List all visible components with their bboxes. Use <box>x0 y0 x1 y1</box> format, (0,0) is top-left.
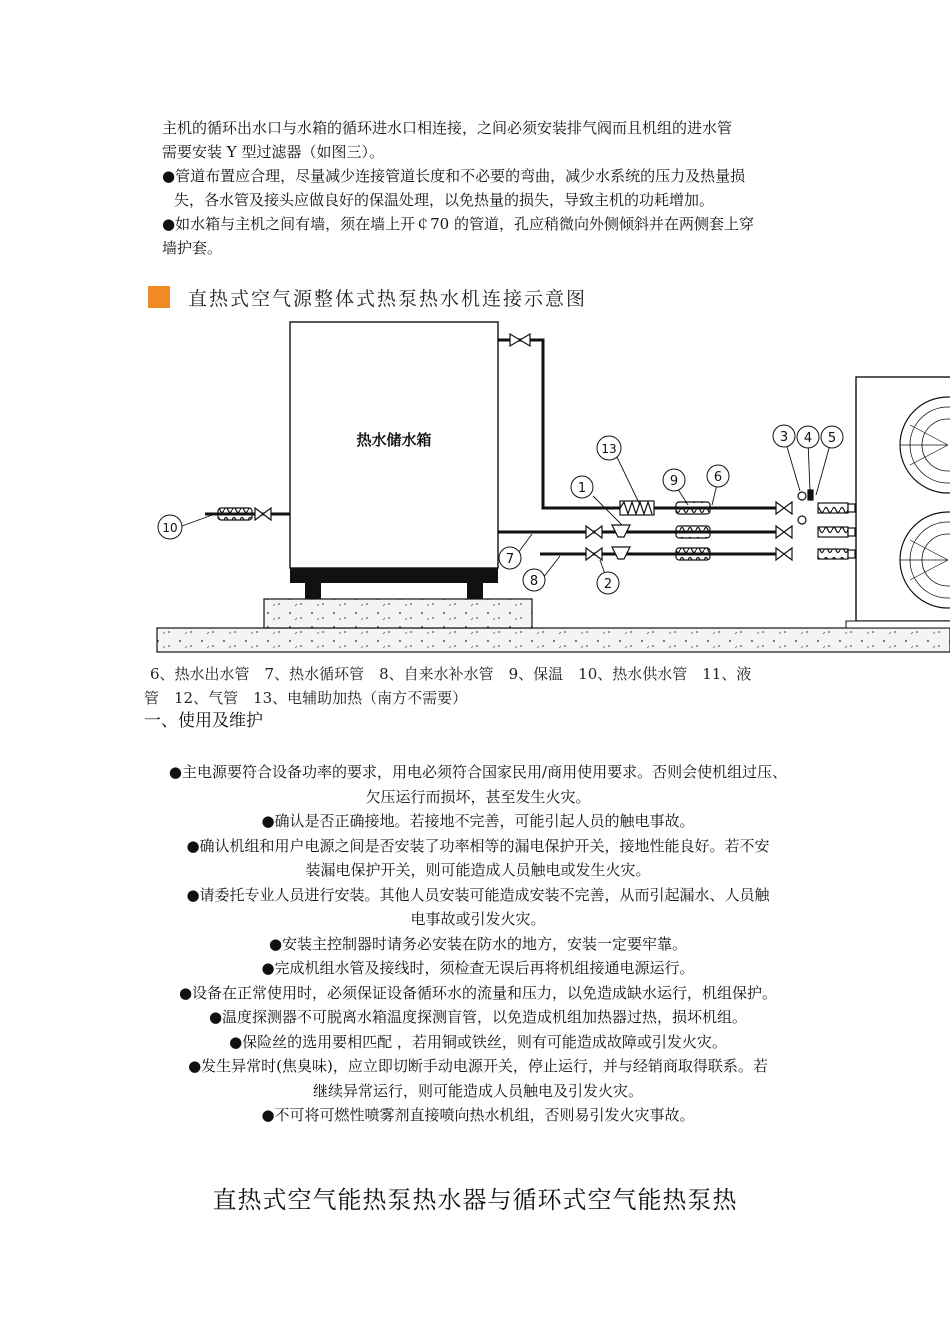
intro-line: 墙护套。 <box>162 239 223 257</box>
note-line: ●请委托专业人员进行安装。其他人员安装可能造成安装不完善，从而引起漏水、人员触 <box>186 885 770 904</box>
tank-label: 热水储水箱 <box>356 431 432 449</box>
note-line: 欠压运行而损坏，甚至发生火灾。 <box>365 787 591 806</box>
intro-line: ●管道布置应合理，尽量减少连接管道长度和不必要的弯曲，减少水系统的压力及热量损 <box>162 167 746 185</box>
note-line: 电事故或引发火灾。 <box>410 910 546 928</box>
connection-diagram <box>0 315 950 655</box>
intro-line: ●如水箱与主机之间有墙，须在墙上开￠70 的管道，孔应稍微向外侧倾斜并在两侧套上穿 <box>162 215 754 233</box>
legend-line: 6、热水出水管 7、热水循环管 8、自来水补水管 9、保温 10、热水供水管 11、液 <box>150 665 752 683</box>
callout-3 <box>773 425 795 447</box>
note-line: ●不可将可燃性喷雾剂直接喷向热水机组，否则易引发火灾事故。 <box>261 1106 695 1124</box>
intro-paragraph <box>162 116 812 260</box>
callout-4 <box>797 426 819 448</box>
callout-2 <box>597 572 619 594</box>
figure-title <box>148 284 587 310</box>
callout-text: 10 <box>162 521 178 535</box>
callout-text: 5 <box>827 431 837 446</box>
callout-text: 7 <box>505 552 515 567</box>
callout-text: 8 <box>529 574 539 589</box>
concrete-base <box>264 599 532 628</box>
heat-pump-unit <box>846 377 950 628</box>
ground-slab <box>157 628 950 652</box>
note-line: 装漏电保护开关，则可能造成人员触电或发生火灾。 <box>305 861 651 879</box>
note-line: ●主电源要符合设备功率的要求，用电必须符合国家民用/商用使用要求。否则会使机组过压、 <box>168 763 788 781</box>
callout-text: 2 <box>603 577 613 592</box>
maintenance-notes <box>140 760 816 1128</box>
note-line: ●确认机组和用户电源之间是否安装了功率相等的漏电保护开关，接地性能良好。若不安 <box>186 836 770 855</box>
callout-text: 9 <box>669 474 679 489</box>
legend-line: 管 12、气管 13、电辅助加热（南方不需要） <box>144 689 468 707</box>
callout-8 <box>523 569 545 591</box>
connectors <box>798 490 855 559</box>
orange-square-icon <box>148 286 170 308</box>
callout-1 <box>571 476 593 498</box>
note-line: ●发生异常时(焦臭味)，应立即切断手动电源开关，停止运行，并与经销商取得联系。若 <box>188 1057 768 1075</box>
figure-title-text: 直热式空气源整体式热泵热水机连接示意图 <box>188 287 588 310</box>
callout-13 <box>597 436 621 460</box>
callout-5 <box>821 426 843 448</box>
callout-text: 6 <box>713 470 723 485</box>
note-line: ●确认是否正确接地。若接地不完善，可能引起人员的触电事故。 <box>261 812 695 830</box>
figure-legend <box>144 662 824 710</box>
note-line: ●设备在正常使用时，必须保证设备循环水的流量和压力，以免造成缺水运行，机组保护。 <box>178 983 778 1002</box>
intro-line: 主机的循环出水口与水箱的循环进水口相连接，之间必须安装排气阀而且机组的进水管 <box>162 119 733 137</box>
note-line: ●温度探测器不可脱离水箱温度探测盲管，以免造成机组加热器过热，损坏机组。 <box>208 1008 748 1026</box>
callout-text: 13 <box>601 442 617 456</box>
water-tank <box>290 322 498 599</box>
note-line: ●完成机组水管及接线时，须检查无误后再将机组接通电源运行。 <box>261 959 695 977</box>
note-line: 继续异常运行，则可能造成人员触电及引发火灾。 <box>312 1081 643 1100</box>
section-heading: 一、使用及维护 <box>144 711 263 731</box>
callout-6 <box>707 465 729 487</box>
intro-line: 需要安装 Y 型过滤器（如图三）。 <box>162 143 384 161</box>
bottom-heading: 直热式空气能热泵热水器与循环式空气能热泵热 <box>212 1186 738 1214</box>
callout-text: 4 <box>803 431 813 446</box>
note-line: ●保险丝的选用要相匹配 ，若用铜或铁丝，则有可能造成故障或引发火灾。 <box>229 1032 727 1051</box>
callout-9 <box>663 469 685 491</box>
callout-7 <box>499 547 521 569</box>
note-line: ●安装主控制器时请务必安装在防水的地方，安装一定要牢靠。 <box>268 934 688 953</box>
intro-line: 失，各水管及接头应做良好的保温处理，以免热量的损失，导致主机的功耗增加。 <box>174 191 715 209</box>
callout-text: 1 <box>577 481 587 496</box>
callout-10 <box>158 515 182 539</box>
callout-text: 3 <box>779 430 789 445</box>
